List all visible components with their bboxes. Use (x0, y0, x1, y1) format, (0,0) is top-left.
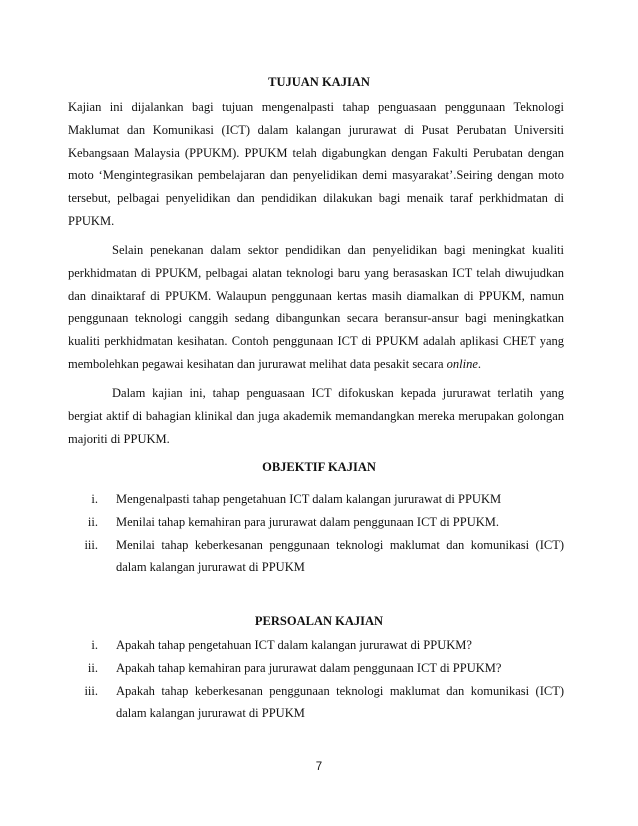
persoalan-item (68, 634, 564, 657)
objektif-item-text: Mengenalpasti tahap pengetahuan ICT dalam kalangan jururawat di PPUKM (116, 492, 502, 506)
objektif-item (68, 534, 564, 580)
objektif-item-number: iii. (84, 537, 98, 552)
tujuan-paragraph-3: Dalam kajian ini, tahap penguasaan ICT difokuskan kepada jururawat terlatih yang bergiat aktif di bahagian klinikal dan juga akademik memandangkan mereka merupakan golongan majoriti di PPUKM. (68, 386, 564, 446)
persoalan-item-text: Apakah tahap pengetahuan ICT dalam kalangan jururawat di PPUKM? (116, 638, 472, 652)
tujuan-heading: TUJUAN KAJIAN (268, 75, 370, 89)
objektif-item-text: Menilai tahap kemahiran para jururawat dalam penggunaan ICT di PPUKM. (116, 514, 499, 529)
persoalan-heading: PERSOALAN KAJIAN (254, 614, 384, 628)
objektif-list (68, 488, 564, 579)
persoalan-item-number: ii. (87, 660, 98, 675)
persoalan-item-text: Apakah tahap kemahiran para jururawat dalam penggunaan ICT di PPUKM? (116, 660, 502, 675)
persoalan-list (68, 634, 564, 725)
objektif-item-text: Menilai tahap keberkesanan penggunaan teknologi maklumat dan komunikasi (ICT) dalam kalangan jururawat di PPUKM (116, 537, 564, 575)
tujuan-paragraph-2 (68, 239, 564, 376)
tujuan-paragraph-2-text: Selain penekanan dalam sektor pendidikan dan penyelidikan bagi meningkat kualiti perkhidmatan di PPUKM, pelbagai alatan teknologi baru yang berasaskan ICT telah diwujudkan dan dinaiktaraf di PPUKM. Walaupun penggunaan kertas masih diamalkan di PPUKM, namun penggunaan teknologi canggih sedang dibangunkan secara beransur-ansur bagi meningkatkan kualiti perkhidmatan kesihatan. Contoh penggunaan ICT di PPUKM adalah aplikasi CHET yang membolehkan pegawai kesihatan dan jururawat melihat data pesakit secara (68, 243, 564, 371)
page-number: 7 (315, 761, 323, 773)
online-italic-term: online (446, 356, 478, 371)
objektif-item (68, 511, 564, 534)
tujuan-paragraph-1: Kajian ini dijalankan bagi tujuan mengenalpasti tahap penguasaan penggunaan Teknologi Maklumat dan Komunikasi (ICT) dalam kalangan jururawat di Pusat Perubatan Universiti Kebangsaan Malaysia (PPUKM). PPUKM telah digabungkan dengan Fakulti Perubatan dengan moto ‘Mengintegrasikan pembelajaran dan penyelidikan demi masyarakat’.Seiring dengan moto tersebut, pelbagai penyelidikan dan pendidikan dilakukan bagi menaik taraf perkhidmatan di PPUKM. (68, 100, 564, 228)
objektif-item (68, 488, 564, 511)
objektif-item-number: i. (91, 492, 98, 506)
tujuan-paragraph-2-end: . (477, 356, 482, 371)
persoalan-item-text: Apakah tahap keberkesanan penggunaan teknologi maklumat dan komunikasi (ICT) dalam kalangan jururawat di PPUKM (116, 683, 564, 721)
persoalan-item-number: iii. (84, 683, 98, 698)
objektif-heading: OBJEKTIF KAJIAN (262, 460, 376, 474)
objektif-item-number: ii. (87, 514, 98, 529)
persoalan-item (68, 680, 564, 726)
persoalan-item (68, 657, 564, 680)
persoalan-item-number: i. (91, 638, 98, 652)
